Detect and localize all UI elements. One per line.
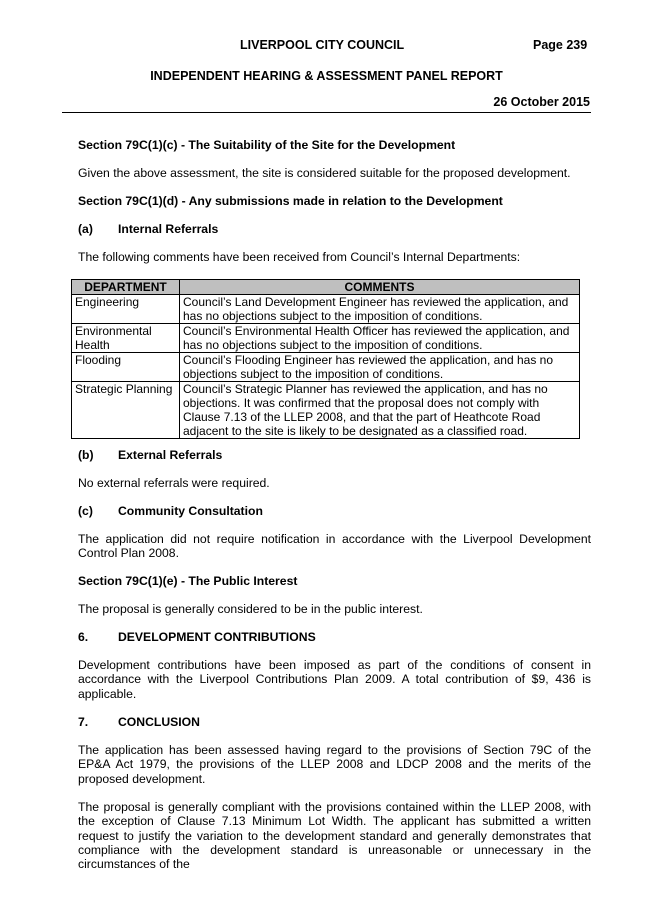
section-79c1e-text: The proposal is generally considered to be in the public interest.: [78, 602, 423, 616]
community-consultation-text: The application did not require notification in accordance with the Liverpool Development Control Plan 2008.: [78, 532, 591, 561]
section-79c1e-heading: Section 79C(1)(e) - The Public Interest: [78, 574, 298, 588]
comments-cell: Council’s Land Development Engineer has reviewed the application, and has no objections subject to the imposition of conditions.: [180, 295, 580, 324]
internal-referrals-intro: The following comments have been received from Council’s Internal Departments:: [78, 250, 521, 264]
contributions-num: 6.: [78, 630, 89, 644]
section-79c1d-heading: Section 79C(1)(d) - Any submissions made in relation to the Development: [78, 194, 503, 208]
conclusion-para-2: The proposal is generally compliant with the provisions contained within the LLEP 2008, with the exception of Clause 7.13 Minimum Lot Width. The applicant has submitted a written request to justify the variation to the development standard and generally demonstrates that compliance with the development standard is unreasonable or unnecessary in the circumstances of the: [78, 800, 591, 872]
comments-cell: Council’s Strategic Planner has reviewed the application, and has no objections. It was confirmed that the proposal does not comply with Clause 7.13 of the LLEP 2008, and that the part of Heathcote Road adjacent to the site is likely to be designated as a classified road.: [180, 382, 580, 439]
report-date: 26 October 2015: [493, 95, 590, 109]
conclusion-heading: [78, 715, 591, 729]
internal-referrals-num: (a): [78, 222, 93, 236]
section-79c1c-text: Given the above assessment, the site is considered suitable for the proposed development.: [78, 166, 571, 180]
col-header-department: DEPARTMENT: [72, 280, 180, 295]
community-consultation-num: (c): [78, 504, 93, 518]
external-referrals-heading: [78, 448, 591, 462]
conclusion-title: CONCLUSION: [118, 715, 200, 729]
council-name: LIVERPOOL CITY COUNCIL: [240, 38, 405, 52]
department-cell: Environmental Health: [72, 324, 180, 353]
community-consultation-title: Community Consultation: [118, 504, 263, 518]
contributions-heading: [78, 630, 591, 644]
section-79c1c-heading: Section 79C(1)(c) - The Suitability of the Site for the Development: [78, 138, 456, 152]
conclusion-num: 7.: [78, 715, 89, 729]
table-row: [72, 295, 580, 324]
contributions-title: DEVELOPMENT CONTRIBUTIONS: [118, 630, 316, 644]
table-row: [72, 324, 580, 353]
internal-referrals-table: [71, 279, 580, 439]
col-header-comments: COMMENTS: [180, 280, 580, 295]
table-header-row: [72, 280, 580, 295]
department-cell: Strategic Planning: [72, 382, 180, 439]
comments-cell: Council’s Environmental Health Officer has reviewed the application, and has no objections subject to the imposition of conditions.: [180, 324, 580, 353]
header-divider: [62, 112, 591, 113]
department-cell: Engineering: [72, 295, 180, 324]
conclusion-para-1: The application has been assessed having regard to the provisions of Section 79C of the EP&A Act 1979, the provisions of the LLEP 2008 and LDCP 2008 and the merits of the proposed development.: [78, 743, 591, 786]
comments-cell: Council’s Flooding Engineer has reviewed the application, and has no objections subject to the imposition of conditions.: [180, 353, 580, 382]
department-cell: Flooding: [72, 353, 180, 382]
external-referrals-num: (b): [78, 448, 94, 462]
table-row: [72, 353, 580, 382]
report-title: INDEPENDENT HEARING & ASSESSMENT PANEL REPORT: [150, 69, 503, 83]
external-referrals-text: No external referrals were required.: [78, 476, 270, 490]
community-consultation-heading: [78, 504, 591, 518]
internal-referrals-heading: [78, 222, 591, 236]
contributions-text: Development contributions have been imposed as part of the conditions of consent in accordance with the Liverpool Contributions Plan 2009. A total contribution of $9, 436 is applicable.: [78, 658, 591, 701]
external-referrals-title: External Referrals: [118, 448, 223, 462]
internal-referrals-title: Internal Referrals: [118, 222, 219, 236]
table-row: [72, 382, 580, 439]
page-number: Page 239: [533, 38, 588, 52]
